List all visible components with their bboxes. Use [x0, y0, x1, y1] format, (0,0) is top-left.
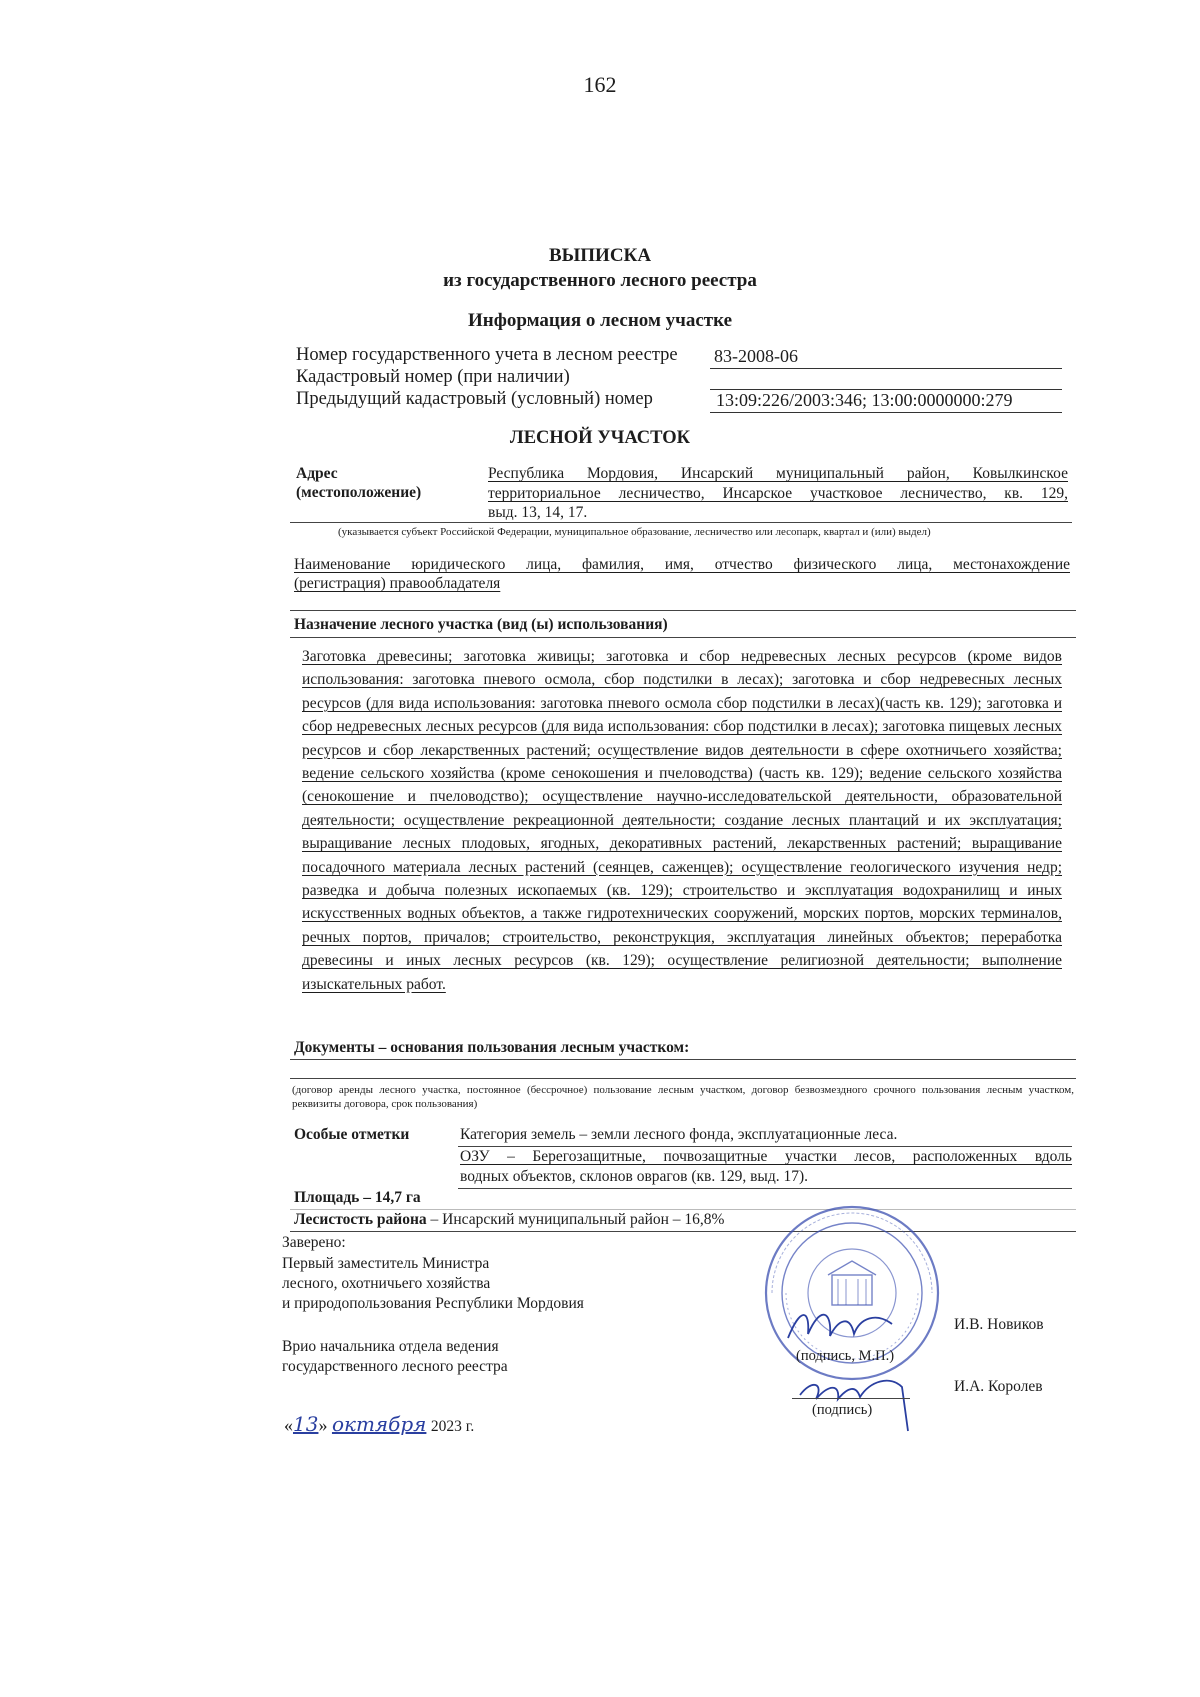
certified-heading: Заверено:: [282, 1234, 346, 1251]
area-rule: [290, 1209, 1076, 1210]
special-line-3: водных объектов, склонов оврагов (кв. 129, выд. 17).: [460, 1168, 809, 1185]
address-line-3: выд. 13, 14, 17.: [488, 504, 588, 521]
state-number-value: 83-2008-06: [714, 346, 798, 366]
state-number-underline: [710, 368, 1062, 369]
purpose-text: [302, 645, 1062, 996]
documents-note: (договор аренды лесного участка, постоянное (бессрочное) пользование лесным участком, договор безвозмездного срочного пользования лесным участком, реквизиты договора, срок пользования): [292, 1084, 1074, 1110]
purpose-heading-rule: [290, 637, 1076, 638]
state-number-label: Номер государственного учета в лесном реестре: [296, 345, 678, 365]
position-1-line-3: и природопользования Республики Мордовия: [282, 1295, 584, 1312]
special-line-1: Категория земель – земли лесного фонда, эксплуатационные леса.: [460, 1126, 898, 1143]
special-rule-1: [458, 1146, 1072, 1147]
documents-heading: Документы – основания пользования лесным участком:: [294, 1039, 690, 1056]
document-subtitle: из государственного лесного реестра: [443, 270, 757, 291]
page-number: 162: [583, 72, 617, 97]
holder-line-2: (регистрация) правообладателя: [294, 575, 501, 592]
forest-cover-label: Лесистость района: [294, 1211, 427, 1228]
signer-2-name: И.А. Королев: [954, 1378, 1043, 1395]
prev-cadastral-value: 13:09:226/2003:346; 13:00:0000000:279: [716, 390, 1013, 410]
forest-cover: [294, 1211, 724, 1229]
purpose-text-body: Заготовка древесины; заготовка живицы; заготовка и сбор недревесных лесных ресурсов (кроме видов использования: заготовка пневого осмола, сбор подстилки в лесах); заготовка и сбор недревесных лесных ресурсов (для вида использования: заготовка пневого осмола сбор подстилки в лесах)(часть кв. 129); заготовка и сбор недревесных лесных ресурсов (для вида использования: сбор подстилки в лесах); заготовка пищевых лесных ресурсов и сбор лекарственных растений; осуществление видов деятельности в сфере охотничьего хозяйства; ведение сельского хозяйства (кроме сенокошения и пчеловодства) (часть кв. 129); ведение сельского хозяйства (сенокошение и пчеловодство); осуществление научно-исследовательской деятельности, образовательной деятельности; осуществление рекреационной деятельности; создание лесных плантаций и их эксплуатация; выращивание лесных плодовых, ягодных, декоративных растений, лекарственных растений; выращивание посадочного материала лесных растений (сеянцев, саженцев); осуществление геологического изучения недр; разведка и добыча полезных ископаемых (кв. 129); строительство и эксплуатация водохранилищ и иных искусственных водных объектов, а также гидротехнических сооружений, морских портов, морских терминалов, речных портов, причалов; строительство, реконструкция, эксплуатация линейных объектов; переработка древесины и иных лесных ресурсов (кв. 129); осуществление религиозной деятельности; выполнение изыскательных работ.: [302, 648, 1062, 993]
special-label: Особые отметки: [294, 1126, 410, 1143]
signature-2-caption: (подпись): [812, 1402, 873, 1418]
position-1-line-2: лесного, охотничьего хозяйства: [282, 1275, 491, 1292]
date-line: [284, 1412, 474, 1436]
document-title: ВЫПИСКА: [548, 245, 652, 266]
date-close-quote: »: [318, 1415, 328, 1435]
holder-rule: [290, 610, 1076, 611]
address-rule: [290, 522, 1072, 523]
signature-2-line: [792, 1398, 910, 1399]
forest-cover-rule: [290, 1231, 1076, 1232]
signature-1: [780, 1300, 900, 1350]
position-1-line-1: Первый заместитель Министра: [282, 1255, 490, 1272]
position-2-line-1: Врио начальника отдела ведения: [282, 1338, 499, 1355]
special-line-2: ОЗУ – Берегозащитные, почвозащитные участки лесов, расположенных вдоль: [460, 1148, 1072, 1165]
date-open-quote: «: [284, 1415, 293, 1435]
signature-2: [790, 1365, 920, 1435]
holder-line-1: Наименование юридического лица, фамилия, имя, отчество физического лица, местонахождение: [294, 556, 1070, 573]
position-2-line-2: государственного лесного реестра: [282, 1358, 508, 1375]
purpose-heading: Назначение лесного участка (вид (ы) использования): [294, 616, 668, 633]
prev-cadastral-underline: [710, 412, 1062, 413]
date-year: 2023 г.: [430, 1418, 475, 1435]
address-label: Адрес: [296, 465, 338, 482]
date-day: 13: [293, 1412, 319, 1436]
forest-cover-value: – Инсарский муниципальный район – 16,8%: [426, 1211, 725, 1228]
address-line-2: территориальное лесничество, Инсарское участковое лесничество, кв. 129,: [488, 485, 1068, 502]
address-note: (указывается субъект Российской Федерации, муниципальное образование, лесничество или лесопарк, квартал и (или) выдел): [338, 526, 931, 538]
address-label-sub: (местоположение): [296, 484, 422, 501]
plot-title: ЛЕСНОЙ УЧАСТОК: [509, 428, 691, 448]
documents-rule-2: [290, 1078, 1076, 1079]
special-rule-3: [458, 1188, 1072, 1189]
section-heading-info: Информация о лесном участке: [467, 310, 733, 331]
documents-rule-1: [290, 1059, 1076, 1060]
area: Площадь – 14,7 га: [294, 1189, 421, 1206]
prev-cadastral-label: Предыдущий кадастровый (условный) номер: [296, 389, 653, 409]
address-line-1: Республика Мордовия, Инсарский муниципальный район, Ковылкинское: [488, 465, 1068, 482]
signature-1-caption: (подпись, М.П.): [796, 1348, 895, 1364]
date-month: октября: [331, 1412, 427, 1436]
cadastral-label: Кадастровый номер (при наличии): [296, 367, 570, 387]
signer-1-name: И.В. Новиков: [954, 1316, 1044, 1333]
